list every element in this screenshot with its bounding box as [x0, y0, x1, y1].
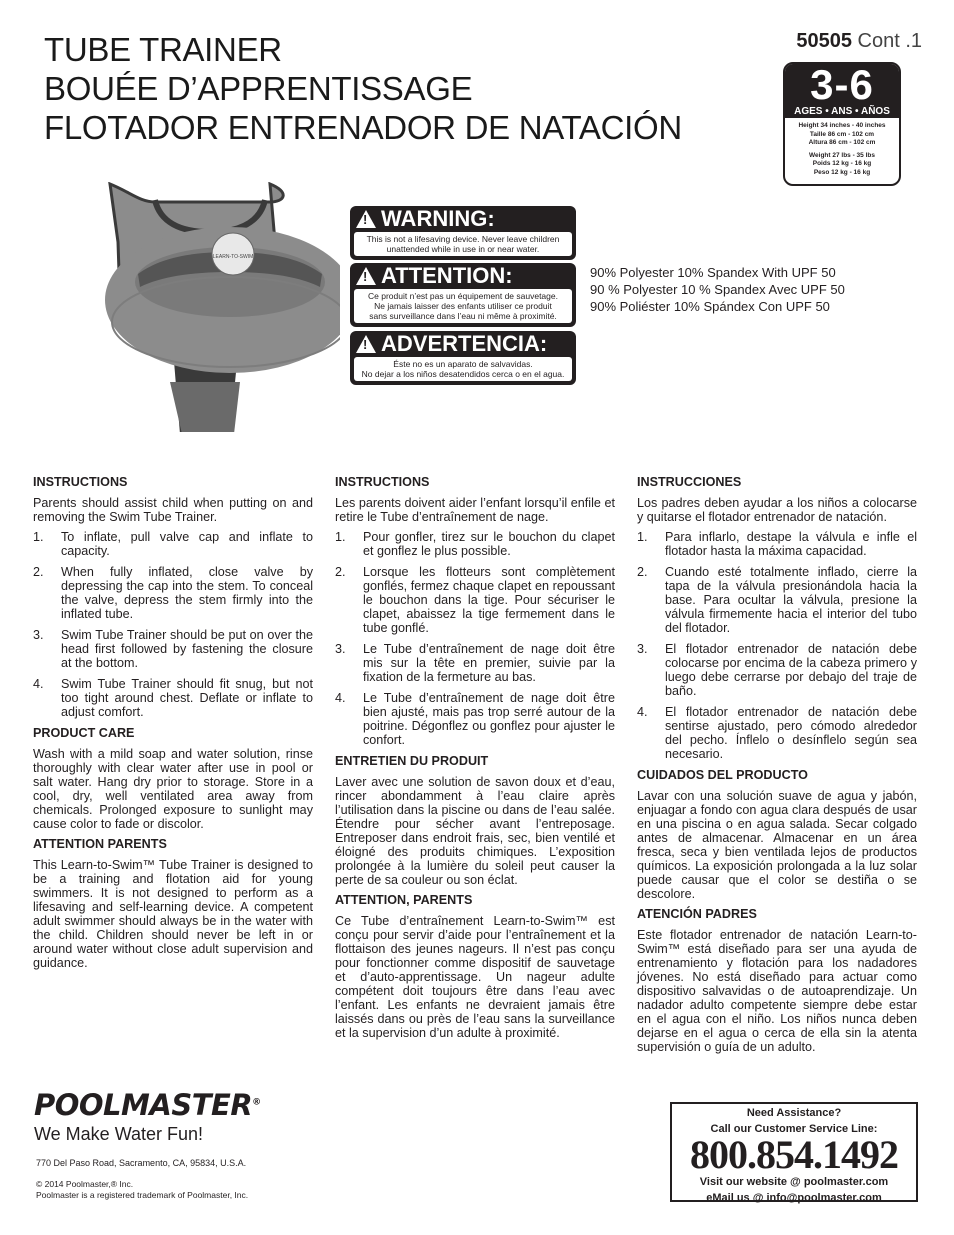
- warning-line: Ne jamais laisser des enfants utiliser ce produit: [374, 301, 552, 311]
- age-label: AGES • ANS • AÑOS: [794, 106, 890, 117]
- title-block: [44, 30, 682, 147]
- brand-tagline: We Make Water Fun!: [34, 1124, 204, 1144]
- warning-triangle-icon: [356, 335, 376, 353]
- customer-service-box: [670, 1102, 918, 1202]
- care-heading: ENTRETIEN DU PRODUIT: [335, 754, 489, 768]
- list-item: 4. El flotador entrenador de natación debe sentirse ajustado, pero cómodo alrededor del pecho. Ínflelo o desínflelo según sea necesario.: [637, 705, 917, 761]
- list-item: 3. El flotador entrenador de natación debe colocarse por encima de la cabeza primero y luego debe cerrarse por debajo del traje de baño.: [637, 642, 917, 698]
- attention-text: Ce Tube d’entraînement Learn-to-Swim™ est conçu pour servir d’aide pour l’entraînement et la flottaison des jeunes nageurs. Il n’est pas conçu pour fonctionner comme dispositif de sauvetage et d’auto-apprentissage. Un nageur adulte compétent doit toujours être dans l’eau avec l’enfant. Les enfants ne devraient jamais être laissés dans ou près de l’eau sans la surveillance et la supervision d’un adulte à proximité.: [335, 914, 615, 1040]
- height-en: Height 34 inches - 40 inches: [798, 122, 886, 129]
- brand-name: POOLMASTER: [34, 1088, 253, 1122]
- help-line2: Call our Customer Service Line:: [710, 1123, 878, 1135]
- age-range: 3-6: [810, 62, 874, 108]
- instructions-heading: INSTRUCTIONS: [335, 475, 430, 489]
- instructions-intro: Les parents doivent aider l’enfant lorsqu’il enfile et retire le Tube d’entraînement de nage.: [335, 496, 615, 524]
- poolmaster-logo: [34, 1088, 261, 1145]
- page-continuation: Cont .1: [857, 30, 922, 52]
- help-line1: Need Assistance?: [746, 1107, 842, 1119]
- instructions-steps: [335, 530, 615, 747]
- warning-line: Ce produit n’est pas un équipement de sauvetage.: [368, 291, 558, 301]
- copyright-block: [36, 1179, 248, 1201]
- title-french: BOUÉE D’APPRENTISSAGE: [44, 70, 473, 107]
- warning-triangle-icon: [356, 267, 376, 285]
- email-link: eMail us @ info@poolmaster.com: [706, 1192, 882, 1204]
- height-es: Altura 86 cm - 102 cm: [808, 139, 876, 146]
- product-badge-text: LEARN-TO-SWIM: [212, 254, 254, 260]
- warning-triangle-icon: [356, 210, 376, 228]
- height-fr: Taille 86 cm - 102 cm: [809, 130, 875, 138]
- warning-english: [350, 206, 576, 260]
- care-text: Lavar con una solución suave de agua y jabón, enjuagar a fondo con agua clara después de usar en una piscina o en agua salada. Secar colgado antes de almacenar. Almacenar en un área fresca, seca y bien ventilada lejos de productos químicos. La exposición prolongada a la luz solar puede causar que el color se destiña o se descolore.: [637, 789, 917, 901]
- list-item: 1. Para inflarlo, destape la válvula e infle el flotador hasta la máxima capacidad.: [637, 530, 917, 558]
- list-item: 2. When fully inflated, close valve by depressing the cap into the stem. To conceal the valve, depress the stem firmly into the inflated tube.: [33, 565, 313, 621]
- list-item: 2. Lorsque les flotteurs sont complètement gonflés, fermez chaque clapet en repoussant le bouchon dans la tige. Pour sécuriser le clapet, abaissez la tige fermement dans le tube gonflé.: [335, 565, 615, 635]
- attention-text: Este flotador entrenador de natación Learn-to-Swim™ está diseñado para ser una ayuda de entrenamiento y flotación para los nadadores jóvenes. No está diseñado para actuar como dispositivo salvavidas o de autoaprendizaje. Un nadador adulto competente siempre debe estar en el agua con el niño. Los niños nunca deben dejarse en el agua o cerca de ella sin la atenta supervisión o guía de un adulto.: [637, 928, 917, 1054]
- warning-french: [350, 263, 576, 327]
- instructions-steps: [637, 530, 917, 761]
- list-item: 4. Swim Tube Trainer should fit snug, but not too tight around chest. Deflate or inflate to adjust comfort.: [33, 677, 313, 719]
- warning-line: No dejar a los niños desatendidos cerca o en el agua.: [361, 369, 565, 379]
- warning-line: This is not a lifesaving device. Never leave children: [366, 234, 560, 244]
- column-english: [33, 475, 313, 976]
- instructions-heading: INSTRUCCIONES: [637, 475, 742, 489]
- care-text: Laver avec une solution de savon doux et d’eau, rincer abondamment à l’eau claire après l’utilisation dans la piscine ou dans de l’eau salée. Étendre pour sécher avant l’entreposage. Entreposer dans endroit frais, sec, bien ventilé et éloigné des produits chimiques. L’exposition prolongée à la lumière du soleil peut causer la perte de sa couleur ou son éclat.: [335, 775, 615, 887]
- list-item: 4. Le Tube d’entraînement de nage doit être bien ajusté, mais pas trop serré autour de la poitrine. Dégonflez ou gonflez pour ajuster le confort.: [335, 691, 615, 747]
- weight-en: Weight 27 lbs - 35 lbs: [809, 151, 875, 159]
- material-es: 90% Poliéster 10% Spándex Con UPF 50: [590, 299, 830, 314]
- warning-line: sans surveillance dans l’eau ni même à proximité.: [369, 311, 557, 321]
- list-item: 1. Pour gonfler, tirez sur le bouchon du clapet et gonflez le plus possible.: [335, 530, 615, 558]
- attention-heading: ATTENTION PARENTS: [33, 837, 167, 851]
- list-item: 2. Cuando esté totalmente inflado, cierre la tapa de la válvula presionándola hacia la base. Para ocultar la válvula, presione la válvula firmemente hacia el interior del tubo del flotador.: [637, 565, 917, 635]
- care-heading: CUIDADOS DEL PRODUCTO: [637, 768, 808, 782]
- age-badge-header: [785, 64, 899, 118]
- warning-head: ADVERTENCIA:: [381, 331, 548, 356]
- column-spanish: [637, 475, 917, 1060]
- instructions-intro: Los padres deben ayudar a los niños a colocarse y quitarse el flotador entrenador de natación.: [637, 496, 917, 524]
- warning-head: WARNING:: [381, 206, 495, 231]
- website-link: Visit our website @ poolmaster.com: [699, 1176, 889, 1188]
- warning-head: ATTENTION:: [381, 263, 513, 288]
- column-french: [335, 475, 615, 1046]
- title-spanish: FLOTADOR ENTRENADOR DE NATACIÓN: [44, 109, 682, 146]
- trademark-notice: Poolmaster is a registered trademark of Poolmaster, Inc.: [36, 1190, 249, 1200]
- material-en: 90% Polyester 10% Spandex With UPF 50: [590, 265, 836, 280]
- product-code: [796, 30, 922, 53]
- attention-heading: ATENCIÓN PADRES: [637, 907, 757, 921]
- care-heading: PRODUCT CARE: [33, 726, 135, 740]
- material-fr: 90 % Polyester 10 % Spandex Avec UPF 50: [590, 282, 845, 297]
- instructions-intro: Parents should assist child when putting on and removing the Swim Tube Trainer.: [33, 496, 313, 524]
- warning-line: unattended while in use in or near water.: [386, 244, 540, 254]
- company-address: 770 Del Paso Road, Sacramento, CA, 95834, U.S.A.: [36, 1158, 247, 1168]
- attention-heading: ATTENTION, PARENTS: [335, 893, 473, 907]
- material-content: [590, 264, 845, 315]
- weight-fr: Poids 12 kg - 16 kg: [812, 160, 872, 167]
- list-item: 3. Le Tube d’entraînement de nage doit être mis sur la tête en premier, suivie par la fixation de la fermeture au bas.: [335, 642, 615, 684]
- product-number: 50505: [796, 30, 852, 52]
- warning-spanish: [350, 331, 576, 385]
- title-english: TUBE TRAINER: [44, 31, 282, 68]
- instructions-heading: INSTRUCTIONS: [33, 475, 128, 489]
- phone-number: 800.854.1492: [690, 1132, 898, 1177]
- care-text: Wash with a mild soap and water solution, rinse thoroughly with clear water after use in pool or salt water. Hang dry prior to storage. Store in a cool, dry, well ventilated area away from chemicals. Prolonged exposure to sunlight may cause color to fade or discolor.: [33, 747, 313, 831]
- list-item: 1. To inflate, pull valve cap and inflate to capacity.: [33, 530, 313, 558]
- registered-mark: ®: [252, 1097, 261, 1108]
- list-item: 3. Swim Tube Trainer should be put on over the head first followed by fastening the closure at the bottom.: [33, 628, 313, 670]
- age-badge: [783, 62, 901, 186]
- copyright: © 2014 Poolmaster,® Inc.: [36, 1179, 134, 1189]
- attention-text: This Learn-to-Swim™ Tube Trainer is designed to be a training and flotation aid for young swimmers. It is not designed to perform as a lifesaving and self-learning device. A competent adult swimmer should always be in the water with the child. Children should never be left in or around water without close adult supervision and guidance.: [33, 858, 313, 970]
- tube-trainer-image: [100, 182, 340, 432]
- weight-es: Peso 12 kg - 16 kg: [813, 168, 871, 176]
- instructions-steps: [33, 530, 313, 719]
- warning-line: Éste no es un aparato de salvavidas.: [393, 359, 533, 369]
